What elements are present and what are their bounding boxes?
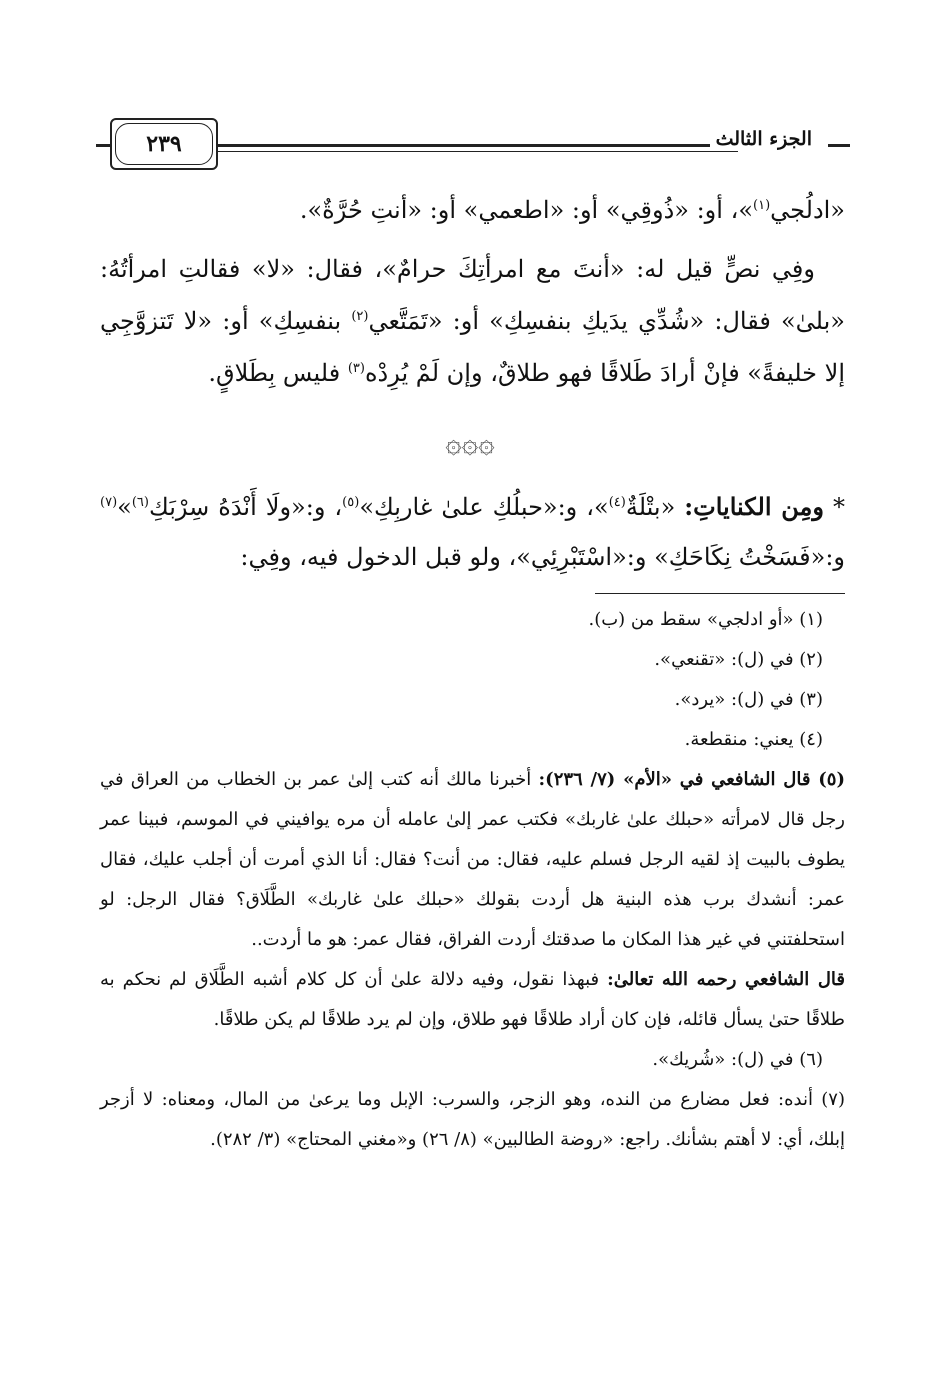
footnotes — [100, 600, 845, 1160]
footnote-ref-1: (١) — [753, 198, 771, 213]
footnote-ref-7: (٧) — [100, 495, 118, 510]
footnote-2: (٢) في (ل): «تقنعي». — [654, 649, 823, 670]
main-text-run: بنفسِكِ» أو: «لا تَتزوَّجِي إلا خليفةً» فإنْ أرادَ طَلاقًا فهو طلاقٌ، وإن لَمْ يُرِدْه — [100, 307, 845, 387]
header-rule — [218, 144, 738, 152]
footnote-5b-lead: قال الشافعي رحمه الله تعالىٰ: — [607, 969, 845, 990]
footnote-5 — [100, 760, 845, 960]
section-ornament: ۞۞۞ — [445, 426, 495, 459]
page-number: ٢٣٩ — [115, 123, 213, 165]
main-text-run: «ادلُجي — [770, 196, 845, 224]
footnote-ref-2: (٢) — [351, 309, 369, 324]
page-number-frame — [110, 118, 218, 170]
main-paragraph-2 — [100, 246, 845, 397]
bullet-star: * — [833, 493, 845, 521]
header-dash — [828, 144, 850, 147]
kinayat-paragraph — [100, 478, 845, 582]
main-text-run: »، أو: «ذُوقِي» أو: «اطعمي» أو: «أنتِ حُرَّةٌ». — [299, 196, 753, 224]
kinayat-text-run: ، و:«ولَا أَنْدَهُ سِرْبَكِ — [148, 493, 343, 521]
footnote-ref-6: (٦) — [131, 495, 149, 510]
main-text — [100, 180, 845, 397]
main-text-run: فليس بِطَلاقٍ. — [208, 359, 348, 387]
kinayat-heading: ومِن الكناياتِ: — [684, 492, 824, 521]
footnote-ref-4: (٤) — [608, 495, 626, 510]
footnote-ref-3: (٣) — [347, 361, 365, 376]
footnote-separator — [595, 593, 845, 594]
footnote-6: (٦) في (ل): «شُريك». — [652, 1049, 823, 1070]
footnote-4: (٤) يعني: منقطعة. — [684, 729, 823, 750]
footnote-5-continued — [100, 960, 845, 1040]
running-title: الجزء الثالث — [710, 128, 818, 150]
footnote-5-body: أخبرنا مالك أنه كتب إلىٰ عمر بن الخطاب من العراق في رجل قال لامرأته «حبلك علىٰ غاربك» فكتب عمر إلىٰ عامله أن مره يوافيني في الموسم، فبينا عمر يطوف بالبيت إذ لقيه الرجل فسلم عليه، فقال: من أنت؟ فقال: أنا الذي أمرت أن أجلب عليك، فقال عمر: أنشدك برب هذه البنية هل أردت بقولك «حبلك علىٰ غاربك» الطَّلَاق؟ فقال الرجل: لو استحلفتني في غير هذا المكان ما صدقتك أردت الفراق، فقال عمر: هو ما أردت.. — [100, 769, 845, 950]
page-header — [100, 114, 850, 170]
frame-side-left — [96, 144, 110, 147]
footnote-7: (٧) أنده: فعل مضارع من النده، وهو الزجر، والسرب: الإبل وما يرعىٰ من المال، ومعناه: لا أزجر إبلك، أي: لا أهتم بشأنك. راجع: «روضة الطالبين» (٨/ ٢٦) و«مغني المحتاج» (٣/ ٢٨٢). — [100, 1089, 845, 1150]
frame-side-right — [218, 144, 232, 147]
kinayat-text-run: »، و:«حبلُكِ علىٰ غاربِكِ» — [359, 493, 609, 521]
kinayat-text-run: » — [117, 493, 132, 521]
kinayat-text-run: «بتْلَةٌ — [625, 493, 685, 521]
footnote-ref-5: (٥) — [342, 495, 360, 510]
footnote-5-lead: (٥) قال الشافعي في «الأم» (٧/ ٢٣٦): — [538, 769, 845, 790]
main-text-run: وفِي نصٍّ قيل له: «أنتَ مع امرأتِكَ حرامٌ»، فقال: «لا» فقالتِ امرأتُهُ: «بلىٰ» فقال: «شُدِّي يدَيكِ بنفسِكِ» أو: «تَمَتَّعي — [100, 255, 845, 335]
kinayat-section — [100, 478, 845, 582]
kinayat-text-run: و:«فَسَخْتُ نِكَاحَكِ» و:«اسْتَبْرِئِي»، ولو قبل الدخول فيه، وفِي: — [240, 543, 845, 571]
main-line-1 — [100, 182, 845, 234]
footnote-1: (١) «أو ادلجي» سقط من (ب). — [588, 609, 823, 630]
footnote-3: (٣) في (ل): «يرد». — [674, 689, 823, 710]
footnote-5b-body: فبهذا نقول، وفيه دلالة علىٰ أن كل كلام أشبه الطَّلَاق لم نحكم به طلاقًا حتىٰ يسأل قائله، فإن كان أراد طلاقًا فهو طلاق، وإن لم يرد طلاقًا لم يكن طلاقًا. — [100, 969, 845, 1030]
